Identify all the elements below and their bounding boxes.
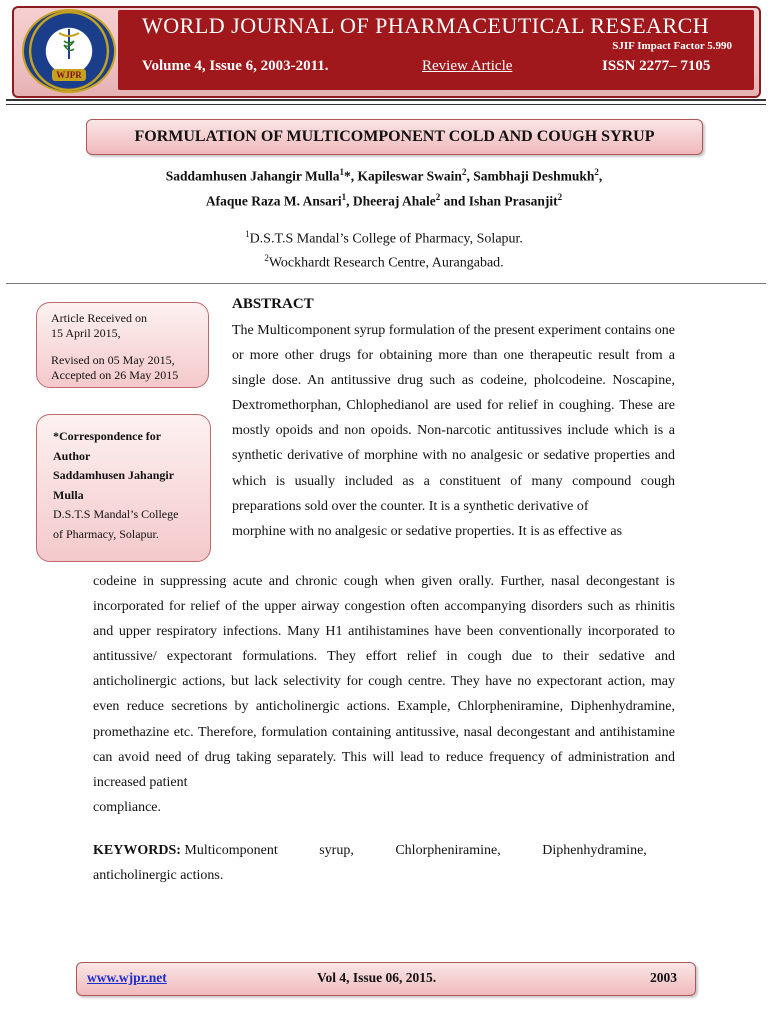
authors-line-1 — [0, 167, 768, 185]
abstract-heading: ABSTRACT — [232, 296, 314, 312]
correspondence-name-2: Mulla — [53, 487, 84, 502]
abstract-body-last: morphine with no analgesic or sedative properties. It is as effective as — [232, 523, 623, 539]
header-rule-thin — [6, 104, 766, 105]
affiliation-sup: 2 — [264, 253, 269, 263]
abstract-text-narrow — [232, 318, 675, 544]
author-separator: , — [466, 168, 474, 184]
keywords-text-last: anticholinergic actions. — [93, 868, 224, 884]
accepted-date: Accepted on 26 May 2015 — [51, 368, 179, 382]
page-number: 2003 — [650, 970, 677, 985]
author-name[interactable]: Kapileswar Swain — [357, 168, 462, 184]
author-sup: 2 — [435, 192, 441, 202]
author-separator: , — [598, 168, 603, 184]
abstract-text-wide — [93, 569, 675, 820]
header-rule — [6, 99, 766, 101]
logo-label: WJPR — [52, 69, 86, 81]
author-name[interactable]: Sambhaji Deshmukh — [473, 168, 595, 184]
abstract-body-end: compliance. — [93, 799, 162, 815]
affiliation-2 — [0, 253, 768, 272]
abstract-body: The Multicomponent syrup formulation of the present experiment contains one or more other drugs for obtaining more than one therapeutic result from a single dose. An antitussive drug such as codeine, pholcodeine. Noscapine, Dextromethorphan, Chlophedianol are used for relief in coughing. These are mostly opoids and non opoids. Non-narcotic antitussives include which is a synthetic derivative of morphine with no analgesic or sedative properties and which is usually included as a constituent of many compound cough preparations sold over the counter. It is a synthetic derivative of — [232, 323, 675, 514]
correspondence-address-2: of Pharmacy, Solapur. — [53, 526, 159, 541]
correspondence-address: D.S.T.S Mandal’s College — [53, 507, 179, 521]
correspondence-box — [36, 414, 211, 562]
author-sup: 2 — [461, 167, 467, 177]
received-date: 15 April 2015, — [51, 326, 121, 340]
author-name[interactable]: Dheeraj Ahale — [352, 193, 436, 209]
affiliation-sup: 1 — [245, 229, 250, 239]
correspondence-label: *Correspondence for — [53, 429, 162, 443]
author-sup: 2 — [594, 167, 599, 177]
affiliation-text: D.S.T.S Mandal’s College of Pharmacy, Solapur. — [249, 231, 523, 247]
journal-logo — [22, 9, 116, 93]
received-label: Article Received on — [51, 311, 147, 325]
keywords-text: Multicomponent syrup, Chlorpheniramine, Diphenhydramine, — [184, 843, 647, 858]
caduceus-icon — [56, 27, 82, 61]
volume-info: Volume 4, Issue 6, 2003-2011. — [142, 58, 329, 74]
abstract-body-continued: codeine in suppressing acute and chronic cough when given orally. Further, nasal decongestant is incorporated for relief of the upper airway congestion often accompanying disorders such as rhinitis and upper respiratory infections. Many H1 antihistamines have been conventionally incorporated to antitussive/ expectorant formulations. They effort relief in cough due to their sedative and anticholinergic actions, but lack selectivity for cough centre. They have no expectorant action, may even reduce secretions by anticholinergic actions. Example, Chlorpheniramine, Diphenhydramine, promethazine etc. Therefore, formulation containing antitussive, nasal decongestant and antihistamine can avoid need of drug taking separately. This will lead to reduce frequency of administration and increased patient — [93, 574, 675, 790]
website-link[interactable]: www.wjpr.net — [87, 970, 167, 985]
author-separator: and — [440, 193, 469, 209]
author-name[interactable]: Saddamhusen Jahangir Mulla — [165, 168, 340, 184]
correspondence-label-2: Author — [53, 448, 91, 463]
author-name[interactable]: Afaque Raza M. Ansari — [205, 193, 342, 209]
keywords — [93, 838, 675, 888]
author-separator: , — [346, 193, 353, 209]
impact-factor: SJIF Impact Factor 5.990 — [612, 40, 732, 52]
author-separator: *, — [344, 168, 358, 184]
authors-line-2 — [0, 192, 768, 210]
page-footer — [76, 962, 696, 996]
article-type-link[interactable]: Review Article — [422, 58, 513, 74]
author-sup: 2 — [557, 192, 563, 202]
article-info-box — [36, 302, 209, 388]
author-name[interactable]: Ishan Prasanjit — [468, 193, 558, 209]
article-title: FORMULATION OF MULTICOMPONENT COLD AND COUGH SYRUP — [86, 119, 703, 155]
issn: ISSN 2277– 7105 — [602, 58, 711, 74]
author-sup: 1 — [339, 167, 345, 177]
affiliation-text: Wockhardt Research Centre, Aurangabad. — [268, 255, 504, 271]
affiliation-1 — [0, 229, 768, 248]
footer-issue: Vol 4, Issue 06, 2015. — [317, 970, 437, 985]
correspondence-name: Saddamhusen Jahangir — [53, 468, 175, 482]
revised-date: Revised on 05 May 2015, — [51, 353, 175, 367]
author-sup: 1 — [341, 192, 347, 202]
keywords-label: KEYWORDS: — [93, 843, 181, 858]
section-rule — [6, 283, 766, 284]
journal-title: WORLD JOURNAL OF PHARMACEUTICAL RESEARCH — [142, 13, 710, 38]
